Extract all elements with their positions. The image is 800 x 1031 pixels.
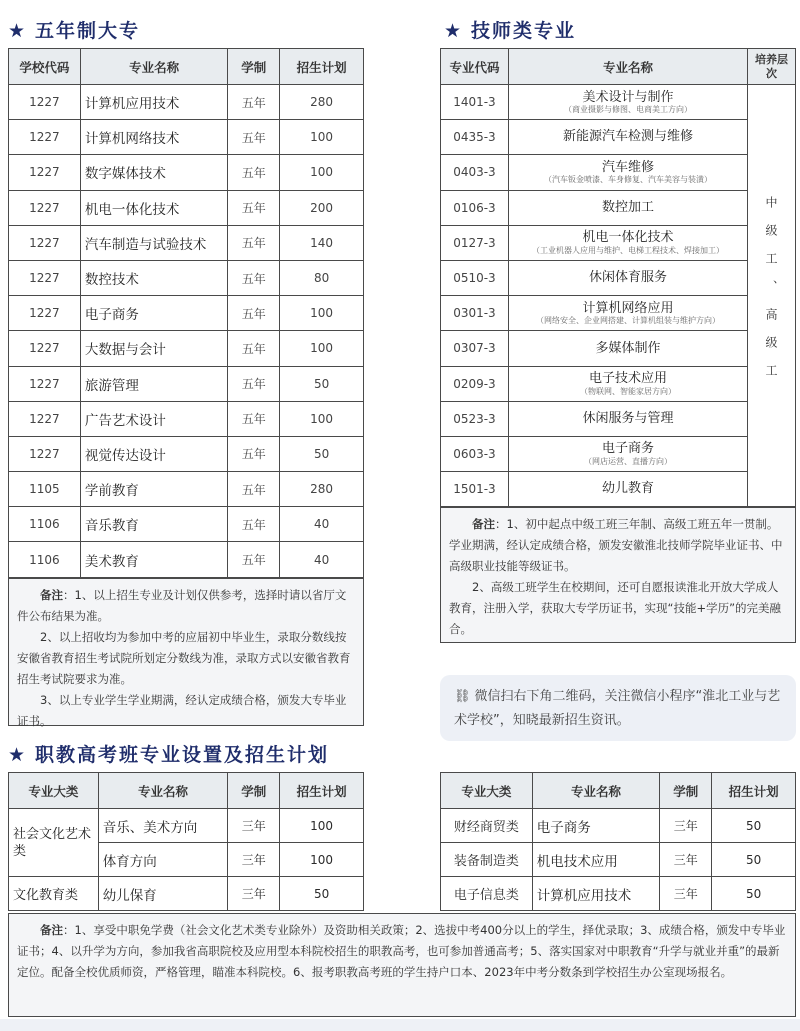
plan: 50 xyxy=(280,366,364,401)
plan: 140 xyxy=(280,225,364,260)
star-icon: ★ xyxy=(8,20,28,42)
table-row xyxy=(441,401,796,436)
school-code: 1227 xyxy=(9,190,81,225)
major-name: 数字媒体技术 xyxy=(80,155,227,190)
major-name: 音乐、美术方向 xyxy=(98,809,228,843)
major-code: 0106-3 xyxy=(441,190,509,225)
school-code: 1227 xyxy=(9,366,81,401)
school-code: 1227 xyxy=(9,225,81,260)
major-name: 大数据与会计 xyxy=(80,331,227,366)
school-code: 1227 xyxy=(9,260,81,295)
major-name: 休闲体育服务 xyxy=(588,270,667,286)
plan: 100 xyxy=(280,809,364,843)
major-name-cell xyxy=(508,85,747,120)
duration: 三年 xyxy=(228,843,280,877)
duration: 五年 xyxy=(228,225,280,260)
col-category: 专业大类 xyxy=(441,773,533,809)
table-row xyxy=(9,85,364,120)
table-row xyxy=(441,260,796,295)
table-row xyxy=(441,472,796,507)
major-code: 0127-3 xyxy=(441,225,509,260)
plan: 100 xyxy=(280,401,364,436)
major-name: 新能源汽车检测与维修 xyxy=(562,129,693,145)
plan: 40 xyxy=(280,507,364,542)
duration: 五年 xyxy=(228,85,280,120)
table-row xyxy=(441,190,796,225)
duration: 五年 xyxy=(228,507,280,542)
technician-title: ★ 技师类专业 xyxy=(444,20,577,42)
plan: 100 xyxy=(280,120,364,155)
major-code: 0510-3 xyxy=(441,260,509,295)
duration: 五年 xyxy=(228,401,280,436)
table-row xyxy=(9,436,364,471)
col-plan: 招生计划 xyxy=(712,773,796,809)
duration: 五年 xyxy=(228,331,280,366)
table-row xyxy=(9,225,364,260)
table-row xyxy=(441,85,796,120)
major-name-cell xyxy=(508,436,747,471)
major-name: 音乐教育 xyxy=(80,507,227,542)
plan: 100 xyxy=(280,331,364,366)
plan: 100 xyxy=(280,843,364,877)
vocational-left-table xyxy=(8,772,364,911)
major-name: 机电一体化技术 xyxy=(80,190,227,225)
duration: 五年 xyxy=(228,542,280,577)
major-name: 幼儿保育 xyxy=(98,877,228,911)
school-code: 1227 xyxy=(9,296,81,331)
table-row xyxy=(9,190,364,225)
col-plan: 招生计划 xyxy=(280,49,364,85)
col-major-name: 专业名称 xyxy=(80,49,227,85)
major-name: 休闲服务与管理 xyxy=(582,410,674,426)
category-cell: 文化教育类 xyxy=(9,877,99,911)
major-name-cell xyxy=(508,120,747,155)
plan: 50 xyxy=(712,843,796,877)
duration: 三年 xyxy=(660,843,712,877)
col-major-name: 专业名称 xyxy=(508,49,747,85)
footer-strip xyxy=(0,1019,800,1031)
technician-table xyxy=(440,48,796,507)
major-name: 多媒体制作 xyxy=(595,340,661,356)
major-name-cell xyxy=(508,155,747,190)
table-row xyxy=(441,120,796,155)
table-row xyxy=(9,507,364,542)
link-icon: ⛓ xyxy=(454,689,471,704)
major-name-cell xyxy=(508,296,747,331)
major-code: 0523-3 xyxy=(441,401,509,436)
major-direction: （商业摄影与修图、电商美工方向） xyxy=(563,105,692,115)
category-cell: 装备制造类 xyxy=(441,843,533,877)
wechat-promo: ⛓ 微信扫右下角二维码，关注微信小程序“淮北工业与艺术学校”，知晓最新招生资讯。 xyxy=(440,675,796,741)
plan: 280 xyxy=(280,85,364,120)
table-row xyxy=(9,260,364,295)
col-duration: 学制 xyxy=(660,773,712,809)
major-name: 计算机应用技术 xyxy=(80,85,227,120)
col-major-code: 专业代码 xyxy=(441,49,509,85)
plan: 100 xyxy=(280,296,364,331)
major-direction: （网络安全、企业网搭建、计算机组装与维护方向） xyxy=(535,316,720,326)
training-level: 中级工、高级工 xyxy=(764,196,779,393)
table-row xyxy=(9,331,364,366)
major-direction: （网店运营、直播方向） xyxy=(583,456,672,466)
plan: 50 xyxy=(280,436,364,471)
school-code: 1227 xyxy=(9,401,81,436)
duration: 三年 xyxy=(660,809,712,843)
plan: 50 xyxy=(712,809,796,843)
major-name: 计算机应用技术 xyxy=(532,877,660,911)
five-year-title: ★ 五年制大专 xyxy=(8,20,141,42)
major-name: 体育方向 xyxy=(98,843,228,877)
duration: 五年 xyxy=(228,190,280,225)
col-category: 专业大类 xyxy=(9,773,99,809)
table-row xyxy=(441,436,796,471)
major-code: 1401-3 xyxy=(441,85,509,120)
major-direction: （汽车钣金喷漆、车身修复、汽车美容与装潢） xyxy=(543,175,712,185)
table-row xyxy=(441,225,796,260)
school-code: 1227 xyxy=(9,155,81,190)
col-level: 培养层次 xyxy=(748,49,796,85)
col-major-name: 专业名称 xyxy=(532,773,660,809)
major-name: 数控加工 xyxy=(601,199,654,215)
major-code: 0403-3 xyxy=(441,155,509,190)
duration: 五年 xyxy=(228,296,280,331)
major-name: 视觉传达设计 xyxy=(80,436,227,471)
table-row xyxy=(9,401,364,436)
col-plan: 招生计划 xyxy=(280,773,364,809)
major-name: 电子技术应用 xyxy=(588,371,667,386)
major-code: 0307-3 xyxy=(441,331,509,366)
duration: 五年 xyxy=(228,472,280,507)
major-name: 汽车维修 xyxy=(601,159,654,175)
school-code: 1227 xyxy=(9,85,81,120)
duration: 五年 xyxy=(228,436,280,471)
major-code: 1501-3 xyxy=(441,472,509,507)
major-name: 电子商务 xyxy=(601,441,654,457)
major-name: 美术教育 xyxy=(80,542,227,577)
major-name: 机电技术应用 xyxy=(532,843,660,877)
major-name: 幼儿教育 xyxy=(601,481,654,497)
col-duration: 学制 xyxy=(228,49,280,85)
col-major-name: 专业名称 xyxy=(98,773,228,809)
major-name: 电子商务 xyxy=(532,809,660,843)
major-name-cell xyxy=(508,472,747,507)
major-name: 数控技术 xyxy=(80,260,227,295)
major-code: 0603-3 xyxy=(441,436,509,471)
plan: 40 xyxy=(280,542,364,577)
school-code: 1227 xyxy=(9,436,81,471)
school-code: 1105 xyxy=(9,472,81,507)
major-name: 汽车制造与试验技术 xyxy=(80,225,227,260)
major-name: 计算机网络应用 xyxy=(582,300,674,316)
major-direction: （工业机器人应用与维护、电梯工程技术、焊接加工） xyxy=(531,245,724,255)
major-name: 广告艺术设计 xyxy=(80,401,227,436)
table-row xyxy=(441,366,796,401)
duration: 五年 xyxy=(228,155,280,190)
vocational-right-table xyxy=(440,772,796,911)
school-code: 1227 xyxy=(9,120,81,155)
major-name-cell xyxy=(508,260,747,295)
duration: 三年 xyxy=(660,877,712,911)
major-code: 0209-3 xyxy=(441,366,509,401)
table-row xyxy=(441,331,796,366)
table-row xyxy=(9,155,364,190)
table-row xyxy=(9,366,364,401)
major-direction: （物联网、智能家居方向） xyxy=(579,386,676,396)
plan: 50 xyxy=(280,877,364,911)
school-code: 1106 xyxy=(9,507,81,542)
duration: 三年 xyxy=(228,809,280,843)
table-row xyxy=(9,296,364,331)
major-name: 旅游管理 xyxy=(80,366,227,401)
table-row xyxy=(441,296,796,331)
vocational-note: 备注：1、享受中职免学费（社会文化艺术类专业除外）及资助相关政策；2、选拔中考400分以上的学生，择优录取；3、成绩合格，颁发中专毕业证书；4、以升学为方向，参加我省高职院校及应用型本科院校招生的职教高考，也可参加普通高考；5、落实国家对中职教育“升学与就业并重”的最新定位。配备全校优质师资，严格管理，瞄准本科院校。6、报考职教高考班的学生持户口本、2023年中考分数条到学校招生办公室现场报名。 xyxy=(8,913,796,1017)
table-row xyxy=(441,155,796,190)
major-code: 0301-3 xyxy=(441,296,509,331)
major-name-cell xyxy=(508,366,747,401)
major-name-cell xyxy=(508,401,747,436)
category-cell: 电子信息类 xyxy=(441,877,533,911)
plan: 280 xyxy=(280,472,364,507)
duration: 三年 xyxy=(228,877,280,911)
five-year-table xyxy=(8,48,364,578)
school-code: 1106 xyxy=(9,542,81,577)
major-name: 电子商务 xyxy=(80,296,227,331)
major-name: 美术设计与制作 xyxy=(582,89,674,105)
technician-note: 备注：1、初中起点中级工班三年制、高级工班五年一贯制。学业期满，经认定成绩合格，颁发安徽淮北技师学院毕业证书、中高级职业技能等级证书。 2、高级工班学生在校期间，还可自愿报读淮北开放大学成人教育，注册入学，获取大专学历证书，实现“技能+学历”的完美融合。 xyxy=(440,507,796,643)
plan: 200 xyxy=(280,190,364,225)
five-year-note: 备注：1、以上招生专业及计划仅供参考，选择时请以省厅文件公布结果为准。 2、以上招收均为参加中考的应届初中毕业生，录取分数线按安徽省教育招生考试院所划定分数线为准，录取方式以安徽省教育招生考试院要求为准。 3、以上专业学生学业期满，经认定成绩合格，颁发大专毕业证书。 xyxy=(8,578,364,726)
major-code: 0435-3 xyxy=(441,120,509,155)
table-row xyxy=(9,472,364,507)
col-duration: 学制 xyxy=(228,773,280,809)
duration: 五年 xyxy=(228,120,280,155)
plan: 50 xyxy=(712,877,796,911)
category-cell: 社会文化艺术类 xyxy=(9,809,99,877)
major-name: 计算机网络技术 xyxy=(80,120,227,155)
star-icon: ★ xyxy=(444,20,464,42)
duration: 五年 xyxy=(228,366,280,401)
major-name-cell xyxy=(508,331,747,366)
plan: 100 xyxy=(280,155,364,190)
table-row xyxy=(9,120,364,155)
table-row xyxy=(9,542,364,577)
duration: 五年 xyxy=(228,260,280,295)
star-icon: ★ xyxy=(8,744,28,766)
plan: 80 xyxy=(280,260,364,295)
vocational-title: ★ 职教高考班专业设置及招生计划 xyxy=(8,744,330,766)
major-name: 学前教育 xyxy=(80,472,227,507)
school-code: 1227 xyxy=(9,331,81,366)
major-name: 机电一体化技术 xyxy=(582,230,674,246)
major-name-cell xyxy=(508,225,747,260)
category-cell: 财经商贸类 xyxy=(441,809,533,843)
training-level-cell xyxy=(748,85,796,507)
major-name-cell xyxy=(508,190,747,225)
col-school-code: 学校代码 xyxy=(9,49,81,85)
